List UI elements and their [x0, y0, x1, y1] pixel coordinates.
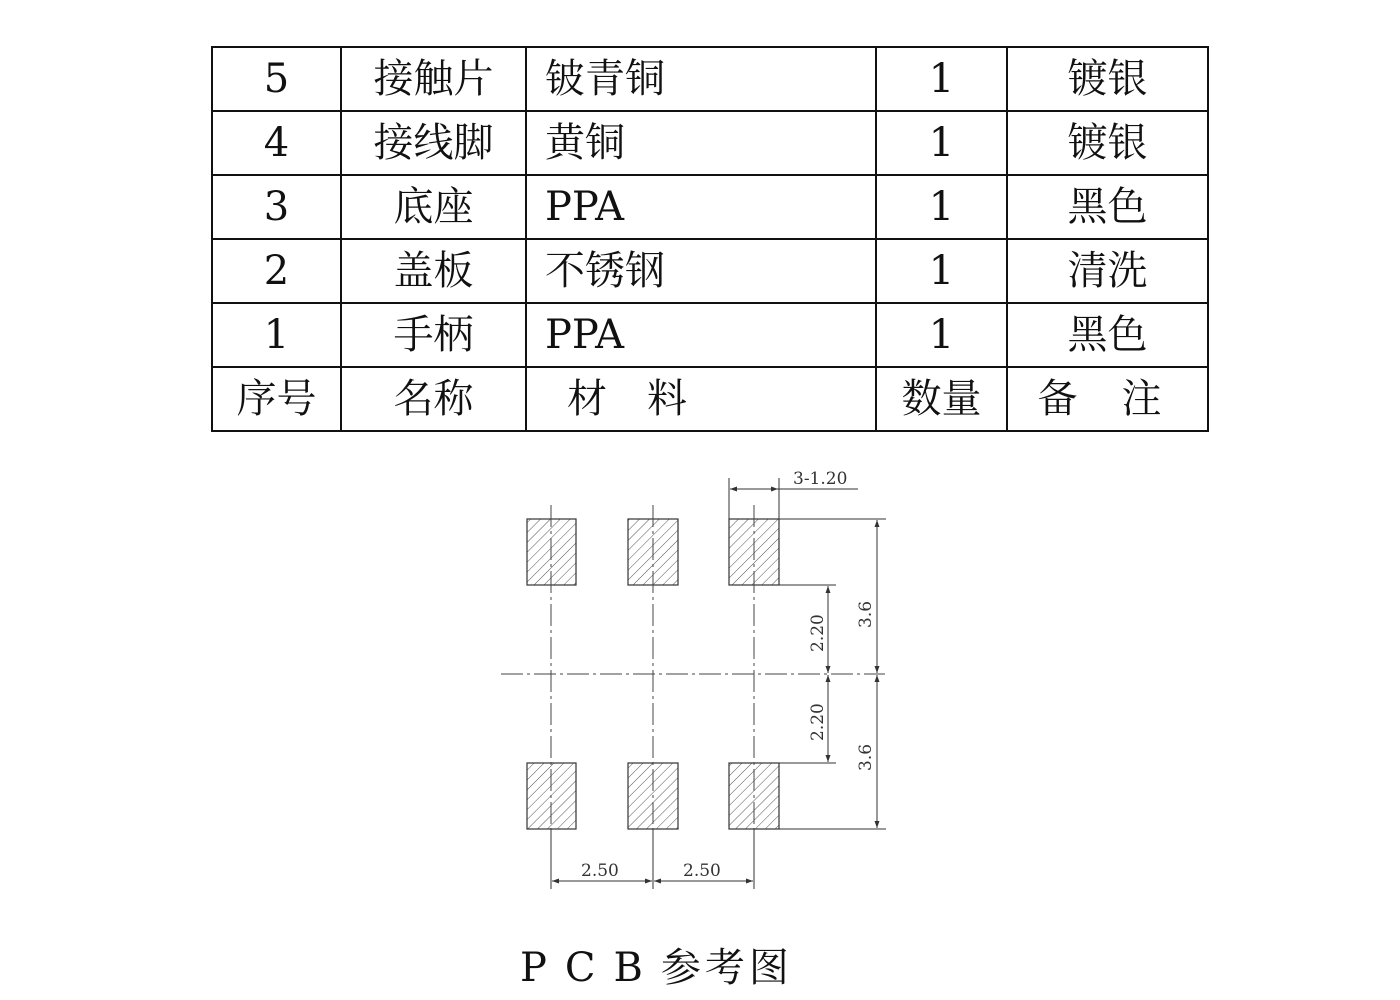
- cell-note: 清洗: [1007, 239, 1208, 303]
- caption-latin: PCB: [520, 945, 661, 991]
- dim-label-outer-bottom: 3.6: [856, 743, 876, 771]
- dim-label-outer-top: 3.6: [856, 600, 876, 628]
- header-note-label: 备注: [1037, 376, 1206, 422]
- cell-name: 盖板: [341, 239, 526, 303]
- header-material-label: 材料: [567, 376, 727, 422]
- cell-qty: 1: [876, 239, 1007, 303]
- cell-qty: 1: [876, 175, 1007, 239]
- cell-note: 镀银: [1007, 111, 1208, 175]
- dimension-lines: [552, 489, 877, 881]
- cell-material: 铍青铜: [526, 47, 876, 111]
- cell-qty: 1: [876, 47, 1007, 111]
- header-name: 名称: [341, 367, 526, 431]
- extension-lines: [551, 478, 886, 889]
- cell-no: 5: [212, 47, 341, 111]
- cell-material: 黄铜: [526, 111, 876, 175]
- cell-name: 接线脚: [341, 111, 526, 175]
- cell-note: 黑色: [1007, 175, 1208, 239]
- cell-qty: 1: [876, 111, 1007, 175]
- cell-name: 底座: [341, 175, 526, 239]
- dim-label-pitch-right: 2.50: [683, 861, 721, 881]
- dim-label-pitch-left: 2.50: [581, 861, 619, 881]
- cell-note: 镀银: [1007, 47, 1208, 111]
- cell-no: 1: [212, 303, 341, 367]
- cell-material: PPA: [526, 303, 876, 367]
- cell-no: 4: [212, 111, 341, 175]
- cell-no: 3: [212, 175, 341, 239]
- cell-qty: 1: [876, 303, 1007, 367]
- header-qty: 数量: [876, 367, 1007, 431]
- cell-material: PPA: [526, 175, 876, 239]
- header-no: 序号: [212, 367, 341, 431]
- drawing-caption: [520, 936, 793, 993]
- dim-label-inner-bottom: 2.20: [808, 703, 828, 741]
- dim-label-inner-top: 2.20: [808, 614, 828, 652]
- caption-cjk: 参考图: [660, 945, 793, 991]
- dim-label-pad-width: 3-1.20: [793, 469, 848, 489]
- cell-note: 黑色: [1007, 303, 1208, 367]
- cell-material: 不锈钢: [526, 239, 876, 303]
- cell-name: 手柄: [341, 303, 526, 367]
- cell-no: 2: [212, 239, 341, 303]
- cell-name: 接触片: [341, 47, 526, 111]
